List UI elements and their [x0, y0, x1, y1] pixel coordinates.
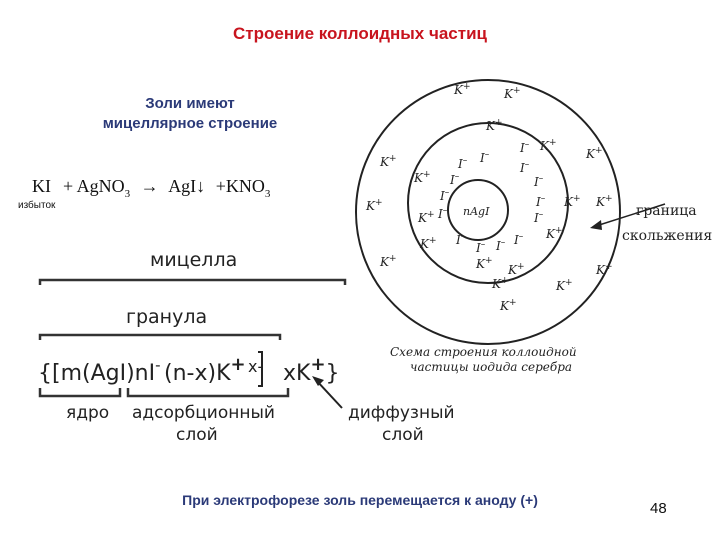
- formula-bracket-charge: x-: [248, 357, 264, 376]
- page-number: 48: [650, 500, 667, 517]
- formula-adsorption-charge: +: [230, 354, 246, 375]
- svg-text:{[m(AgI)nI-: [38, 356, 161, 386]
- plus-sign-2: +: [215, 176, 226, 196]
- potassium-ion-marker: K+: [556, 278, 573, 293]
- ion-markers: [365, 82, 613, 313]
- iodide-ion-marker: I–: [534, 210, 544, 225]
- potassium-ion-marker: K+: [380, 154, 397, 169]
- iodide-ion-marker: I–: [514, 232, 524, 247]
- slip-boundary-arrowhead: [590, 220, 602, 230]
- iodide-ion-marker: I–: [450, 172, 460, 187]
- svg-text:xK+}: [283, 354, 340, 386]
- scheme-caption-line2: частицы иодида серебра: [410, 360, 573, 374]
- excess-note: избыток: [18, 200, 56, 211]
- reagent-agno3: AgNO: [76, 176, 125, 196]
- formula-adsorption: (n-x)K: [164, 361, 231, 386]
- product-kno3: KNO: [225, 176, 265, 196]
- potassium-ion-marker: K+: [508, 262, 525, 277]
- potassium-ion-marker: K+: [380, 254, 397, 269]
- iodide-ion-marker: I–: [438, 206, 448, 221]
- reagent-agno3-subscript: 3: [124, 188, 131, 200]
- potassium-ion-marker: K+: [586, 146, 603, 161]
- iodide-ion-marker: I–: [496, 238, 506, 253]
- adsorption-bracket: [128, 388, 288, 396]
- iodide-ion-marker: I–: [456, 232, 466, 247]
- iodide-ion-marker: I–: [480, 150, 490, 165]
- potassium-ion-marker: K+: [540, 138, 557, 153]
- subtitle-line-2: мицеллярное строение: [102, 115, 278, 132]
- subtitle-line-1: Золи имеют: [145, 95, 235, 112]
- iodide-ion-marker: I–: [536, 194, 546, 209]
- iodide-ion-marker: I–: [476, 240, 486, 255]
- formula-core: {[m(AgI)nI: [38, 361, 156, 386]
- adsorption-label-line1: адсорбционный: [132, 403, 275, 423]
- svg-text:(n-x)K+: [164, 354, 246, 386]
- precipitate-arrow: ↓: [196, 176, 206, 196]
- diffuse-label-line2: слой: [382, 425, 424, 445]
- core-bracket: [40, 388, 120, 396]
- potassium-ion-marker: K+: [420, 236, 437, 251]
- potassium-ion-marker: K+: [492, 276, 509, 291]
- potassium-ion-marker: K+: [486, 118, 503, 133]
- slide-title: Строение коллоидных частиц: [233, 24, 487, 43]
- potassium-ion-marker: K+: [476, 256, 493, 271]
- micelle-label: мицелла: [150, 249, 238, 271]
- potassium-ion-marker: K+: [564, 194, 581, 209]
- granule-bracket: [40, 335, 280, 340]
- iodide-ion-marker: I–: [440, 188, 450, 203]
- potassium-ion-marker: K+: [596, 262, 613, 277]
- footer-note: При электрофорезе золь перемещается к аноду (+): [182, 492, 538, 508]
- adsorption-label-line2: слой: [176, 425, 218, 445]
- product-kno3-subscript: 3: [264, 188, 271, 200]
- granule-label: гранула: [126, 306, 208, 328]
- diffuse-arrowhead: [312, 376, 324, 386]
- plus-sign: +: [63, 176, 74, 196]
- scheme-caption-line1: Схема строения коллоидной: [390, 345, 577, 359]
- formula-core-charge: -: [155, 356, 161, 374]
- potassium-ion-marker: K+: [454, 82, 471, 97]
- potassium-ion-marker: K+: [546, 226, 563, 241]
- formula-diffuse-charge: +: [310, 354, 326, 375]
- potassium-ion-marker: K+: [414, 170, 431, 185]
- reagent-ki: KI: [32, 176, 51, 196]
- particle-scheme: [356, 80, 712, 374]
- potassium-ion-marker: K+: [500, 298, 517, 313]
- iodide-ion-marker: I–: [520, 140, 530, 155]
- formula-close: }: [325, 361, 340, 386]
- formula-diffuse: xK: [283, 361, 311, 386]
- potassium-ion-marker: K+: [596, 194, 613, 209]
- diffuse-label-line1: диффузный: [348, 403, 455, 423]
- iodide-ion-marker: I–: [534, 174, 544, 189]
- reaction-arrow: →: [140, 176, 159, 196]
- core-agi-label: nAgI: [463, 205, 490, 218]
- product-agi: AgI: [168, 176, 197, 196]
- slip-boundary-label-line1: граница: [636, 203, 697, 219]
- slip-boundary-label-line2: скольжения: [622, 228, 713, 244]
- iodide-ion-marker: I–: [520, 160, 530, 175]
- potassium-ion-marker: K+: [418, 210, 435, 225]
- iodide-ion-marker: I–: [458, 156, 468, 171]
- micelle-bracket: [40, 280, 345, 285]
- potassium-ion-marker: K+: [504, 86, 521, 101]
- core-label: ядро: [66, 403, 110, 423]
- potassium-ion-marker: K+: [366, 198, 383, 213]
